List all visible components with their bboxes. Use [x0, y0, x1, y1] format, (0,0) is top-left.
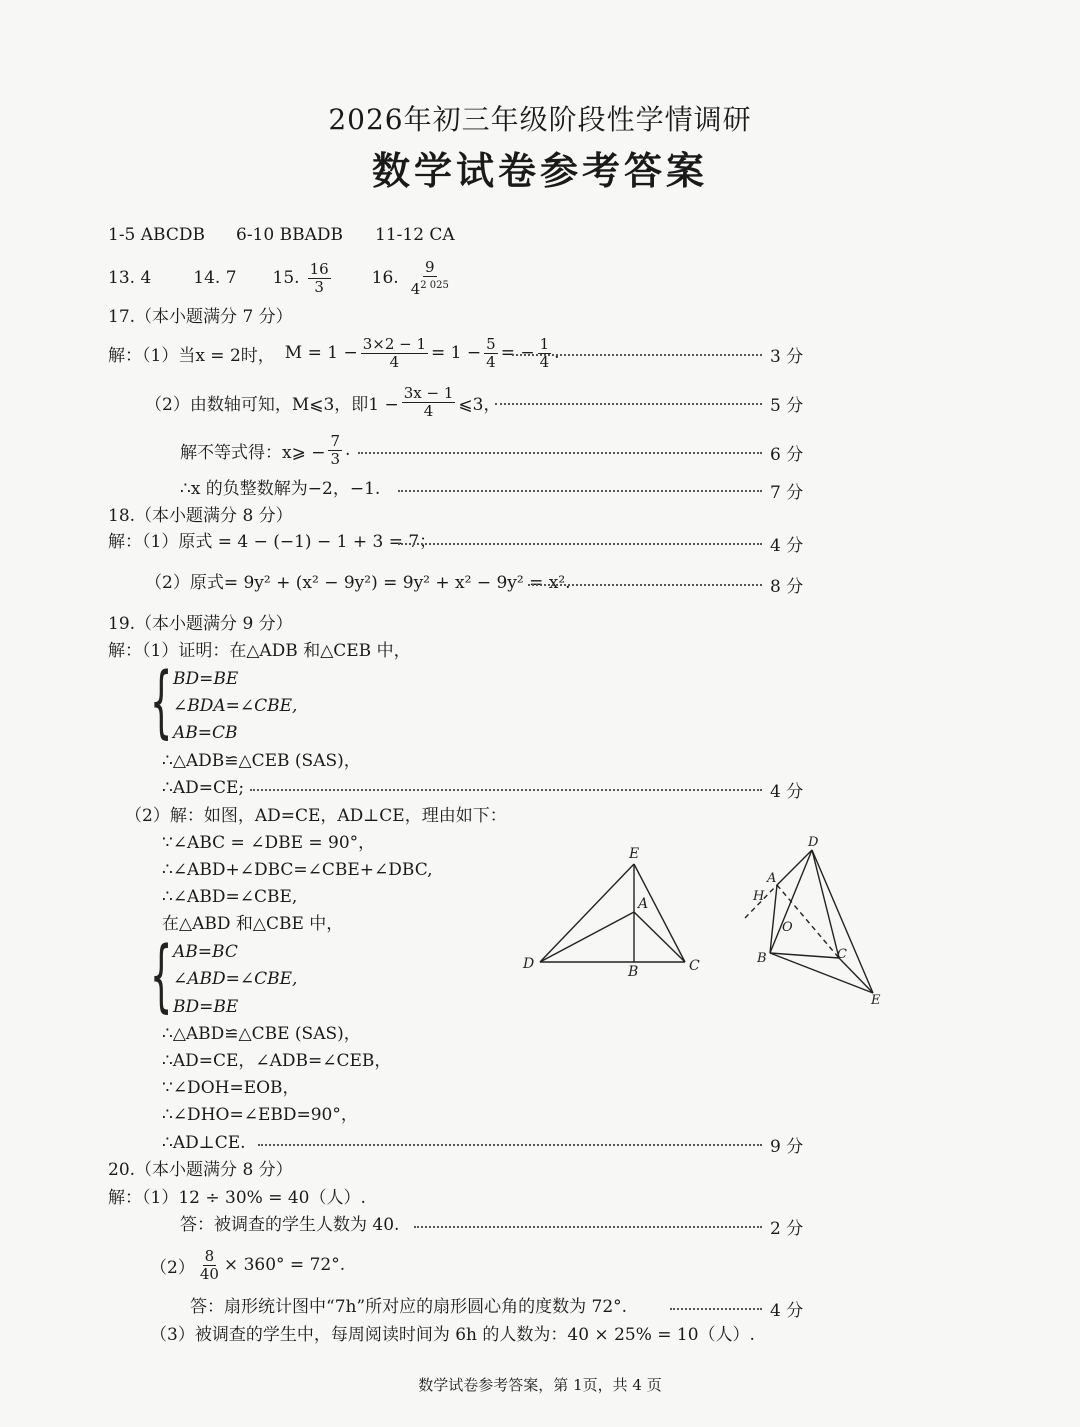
proof-step: ∴AD⊥CE. [162, 1133, 246, 1153]
label-o: O [782, 920, 793, 935]
label-c: C [689, 958, 700, 974]
geometry-figure-1 [515, 840, 715, 980]
proof-step: ∴△ABD≌△CBE (SAS)， [162, 1024, 361, 1044]
label-h: H [753, 889, 765, 904]
answer-15-fraction [308, 261, 331, 296]
segment-ac [634, 912, 685, 962]
leader-dots [670, 1308, 762, 1310]
score-mark: 7 分 [770, 483, 804, 503]
label-b: B [757, 951, 767, 966]
leader-dots [358, 452, 762, 454]
q20-header: 20.（本小题满分 8 分） [108, 1160, 293, 1180]
page-footer: 数学试卷参考答案，第 1页，共 4 页 [418, 1376, 662, 1394]
label-c: C [837, 947, 847, 962]
answer-16-label: 16. [371, 268, 399, 288]
q18-step2: （2）原式= 9y² + (x² − 9y²) = 9y² + x² − 9y² = x². [145, 573, 571, 593]
condition-3: AB=CB [173, 723, 238, 743]
q19-part1-result: ∴AD=CE; [162, 778, 245, 798]
label-a: A [767, 871, 777, 886]
leader-dots [258, 1144, 762, 1146]
proof-step: ∴∠ABD=∠CBE, [162, 887, 298, 907]
label-e: E [629, 846, 640, 862]
fraction-numerator: 16 [309, 259, 329, 278]
left-brace: { [150, 931, 173, 1021]
q17-header: 17.（本小题满分 7 分） [108, 307, 293, 327]
left-brace: { [150, 657, 173, 747]
proof-step: ∴∠ABD+∠DBC=∠CBE+∠DBC, [162, 860, 433, 880]
choice-answers-6-10: 6-10 BBADB [236, 225, 343, 245]
segment-de [812, 850, 873, 993]
q20-step1: 解：（1）12 ÷ 30% = 40（人）. [108, 1188, 366, 1208]
fraction-denominator: 3 [314, 277, 324, 296]
q17-step1: 解：（1）当x = 2时， M = 1 − $\frac{3\times 2 - 1}{4}$ = 1 − $\frac{5}{4}$ = − $\frac{1}{4}$ . [108, 334, 560, 371]
label-a: A [638, 896, 649, 912]
q18-step1: 解：（1）原式 = 4 − (−1) − 1 + 3 = 7； [108, 532, 437, 552]
q19-part2-intro: （2）解：如图，AD=CE，AD⊥CE，理由如下： [125, 806, 507, 826]
choice-answers-1-5: 1-5 ABCDB [108, 225, 205, 245]
fraction-denominator: $4^{2 025}$ [410, 279, 449, 298]
segment-ec [634, 864, 685, 962]
condition-2: ∠ABD=∠CBE, [173, 969, 298, 989]
leader-dots [528, 584, 762, 586]
answer-13: 13. 4 [108, 268, 152, 288]
segment-ce [839, 958, 873, 993]
score-mark: 2 分 [770, 1219, 804, 1239]
q17-step4: ∴x 的负整数解为−2，−1. [180, 479, 381, 499]
leader-dots [398, 490, 762, 492]
label-e: E [871, 993, 881, 1008]
q20-answer1: 答：被调查的学生人数为 40. [180, 1215, 400, 1235]
proof-step: ∴AD=CE，∠ADB=∠CEB， [162, 1051, 392, 1071]
score-mark: 4 分 [770, 1301, 804, 1321]
condition-1: BD=BE [173, 669, 239, 689]
exam-title: 2026年初三年级阶段性学情调研 [328, 103, 752, 136]
proof-step: ∵∠ABC = ∠DBE = 90°， [162, 833, 376, 853]
score-mark: 5 分 [770, 396, 804, 416]
score-mark: 4 分 [770, 782, 804, 802]
geometry-figure-2 [735, 830, 895, 1010]
congruence-conclusion: ∴△ADB≌△CEB (SAS)， [162, 751, 361, 771]
segment-ed [540, 864, 634, 962]
label-b: B [628, 964, 639, 980]
q20-answer2: 答：扇形统计图中“7h”所对应的扇形圆心角的度数为 72°. [190, 1297, 628, 1317]
condition-2: ∠BDA=∠CBE, [173, 696, 298, 716]
score-mark: 3 分 [770, 347, 804, 367]
score-mark: 6 分 [770, 445, 804, 465]
fill-answers [108, 258, 454, 298]
leader-dots [495, 403, 762, 405]
score-mark: 8 分 [770, 577, 804, 597]
score-mark: 9 分 [770, 1137, 804, 1157]
answer-14: 14. 7 [193, 268, 237, 288]
q18-header: 18.（本小题满分 8 分） [108, 506, 293, 526]
q19-part1-intro: 解：（1）证明：在△ADB 和△CEB 中， [108, 641, 411, 661]
choice-answers-11-12: 11-12 CA [375, 225, 455, 245]
fraction-numerator: 9 [425, 257, 435, 276]
segment-da [777, 850, 812, 885]
leader-dots [250, 789, 762, 791]
condition-3: BD=BE [173, 997, 239, 1017]
proof-step: ∴∠DHO=∠EBD=90°， [162, 1105, 358, 1125]
segment-da [540, 912, 634, 962]
answer-15-label: 15. [272, 268, 300, 288]
leader-dots [398, 543, 762, 545]
leader-dots [512, 354, 762, 356]
proof-step: 在△ABD 和△CBE 中， [162, 914, 344, 934]
label-d: D [523, 956, 535, 972]
q20-step2: （2） $\frac{8}{40}$ × 360° = 72°. [150, 1246, 346, 1283]
q17-step2: （2）由数轴可知，M⩽3，即1 − $\frac{3x - 1}{4}$ ⩽3， [145, 383, 501, 420]
proof-step: ∵∠DOH=EOB， [162, 1078, 300, 1098]
leader-dots [414, 1226, 762, 1228]
answer-key-title: 数学试卷参考答案 [371, 148, 708, 193]
condition-1: AB=BC [173, 942, 238, 962]
q19-header: 19.（本小题满分 9 分） [108, 614, 293, 634]
segment-be [770, 953, 873, 993]
answer-16-fraction [409, 259, 451, 298]
q17-step3: 解不等式得：x⩾ − $\frac{7}{3}$ . [180, 431, 351, 468]
label-d: D [808, 835, 819, 850]
score-mark: 4 分 [770, 536, 804, 556]
q20-step3: （3）被调查的学生中，每周阅读时间为 6h 的人数为：40 × 25% = 10（人）. [150, 1325, 755, 1345]
